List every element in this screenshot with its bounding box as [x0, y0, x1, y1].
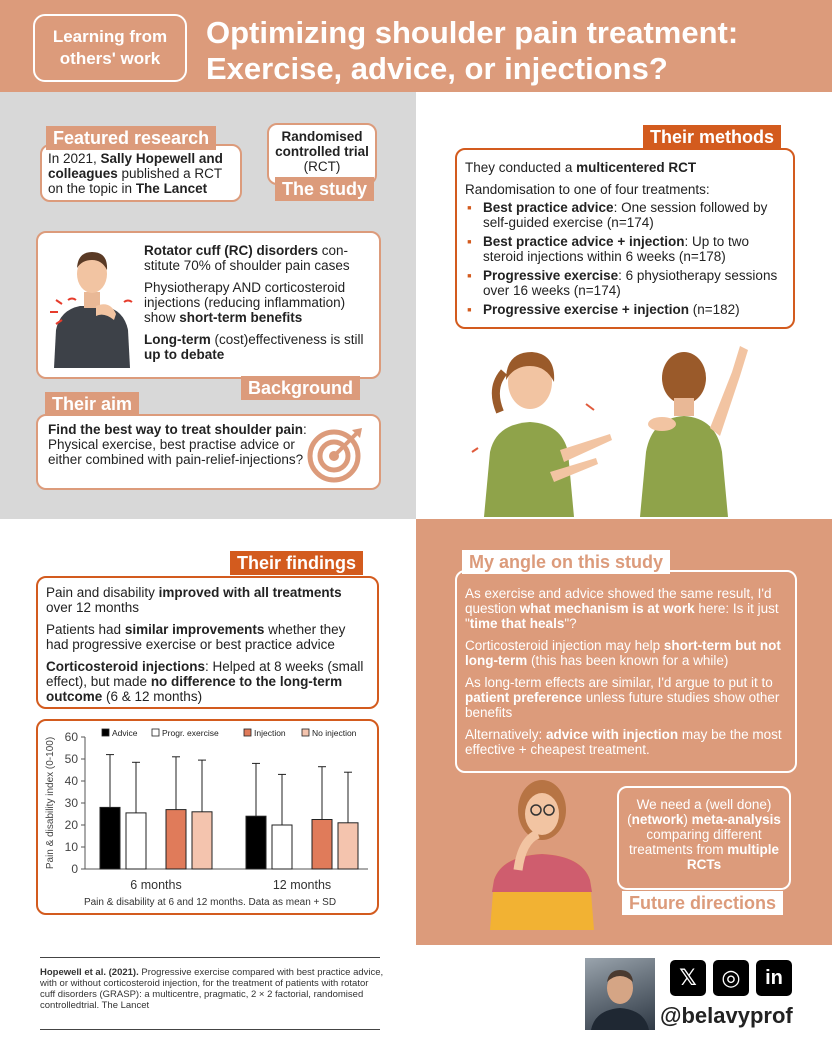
future-label: Future directions — [622, 891, 783, 915]
social-handle[interactable]: @belavyprof — [660, 1003, 793, 1028]
series-tag: Learning from others' work — [33, 14, 187, 82]
y-axis-label: Pain & disability index (0-100) — [45, 736, 56, 870]
shoulder-pain-man-illustration — [44, 240, 140, 368]
aim-label: Their aim — [45, 392, 139, 416]
featured-authors: Sally Hopewell and colleagues — [48, 151, 223, 181]
chart-caption: Pain & disability at 6 and 12 months. Data as mean + SD — [83, 897, 337, 908]
angle-p3 — [465, 675, 787, 720]
background-p1 — [144, 243, 369, 273]
findings-p2-rest: whether they had progressive exercise or best practice advice — [46, 622, 346, 652]
linkedin-icon[interactable]: in — [756, 960, 792, 996]
method-item-rest: (n=182) — [689, 302, 740, 317]
x-icon[interactable]: 𝕏 — [670, 960, 706, 996]
angle-p3-bold: patient preference — [465, 690, 583, 705]
bg-p1-rest: con-stitute 70% of shoulder pain cases — [144, 243, 350, 273]
reference-bold: Hopewell et al. (2021). — [40, 967, 139, 978]
angle-p2 — [465, 638, 787, 668]
future-bold1: network — [631, 812, 684, 827]
y-tick-label: 0 — [71, 862, 78, 876]
future-mid2: comparing different treatments from — [628, 827, 762, 857]
findings-p3-bold: Corticosteroid injections — [46, 659, 206, 674]
instagram-icon[interactable]: ◎ — [713, 960, 749, 996]
bg-p2-pre: Physiotherapy AND corticosteroid injections (reducing inflammation) show — [144, 280, 346, 325]
method-item-bold: Best practice advice + injection — [483, 234, 685, 249]
y-tick-label: 20 — [64, 818, 78, 832]
legend-swatch-2 — [244, 729, 251, 736]
background-p2 — [144, 280, 369, 325]
angle-p1-bold2: time that heals — [469, 616, 565, 631]
findings-chart — [38, 721, 377, 913]
study-type-abbr: (RCT) — [303, 159, 341, 174]
method-item-rest: : 6 physiotherapy sessions over 16 weeks (n=174) — [483, 268, 778, 298]
future-bold3: multiple RCTs — [686, 842, 780, 872]
reference-top-rule — [40, 957, 380, 958]
chart-legend — [102, 728, 357, 738]
author-avatar-silhouette — [585, 958, 655, 1030]
bar-progr-exercise-1 — [272, 825, 292, 869]
legend-label-0: Advice — [112, 728, 138, 738]
bar-injection-0 — [166, 810, 186, 869]
shoulder-exercise-illustration — [470, 332, 770, 517]
y-tick-label: 40 — [64, 774, 78, 788]
findings-p2 — [46, 622, 369, 652]
bar-no-injection-1 — [338, 823, 358, 869]
angle-p2-rest: (this has been known for a while) — [527, 653, 729, 668]
method-item-rest: : One session followed by self-guided exercise (n=174) — [483, 200, 768, 230]
findings-label: Their findings — [230, 551, 363, 575]
methods-list — [465, 200, 785, 317]
method-item-rest: : Up to two steroid injections within 6 weeks (n=178) — [483, 234, 749, 264]
featured-research-label: Featured research — [46, 126, 216, 150]
angle-p1-pre: As exercise and advice showed the same result, I'd question — [465, 586, 772, 616]
y-tick-label: 50 — [64, 752, 78, 766]
study-type-box — [267, 123, 377, 185]
future-box — [617, 786, 791, 890]
featured-research-box — [40, 144, 242, 202]
y-tick-label: 60 — [64, 730, 78, 744]
bg-p2-bold: short-term benefits — [179, 310, 303, 325]
reference-rest: Progressive exercise compared with best practice advice, with or without corticosteroid injection, for the treatment of patients with rotator cuff disorders (GRASP): a multicentre, pragmatic, 2 × 2 factorial, randomised controlledtrial. The Lancet — [40, 967, 384, 1011]
method-item — [465, 234, 785, 264]
angle-p1-bold: what mechanism is at work — [519, 601, 695, 616]
findings-p1-bold: improved with all treatments — [158, 585, 342, 600]
angle-p4-bold: advice with injection — [546, 727, 679, 742]
angle-p4 — [465, 727, 787, 757]
angle-label: My angle on this study — [462, 550, 670, 574]
bar-advice-1 — [246, 816, 266, 869]
findings-p1 — [46, 585, 369, 615]
findings-p3-mid: : Helped at 8 weeks (small effect), but made — [46, 659, 364, 689]
author-avatar — [585, 958, 655, 1030]
reference-bottom-rule — [40, 1029, 380, 1030]
findings-p1-rest: over 12 months — [46, 600, 140, 615]
findings-p2-bold: similar improvements — [124, 622, 265, 637]
angle-p4-pre: Alternatively: — [465, 727, 547, 742]
featured-text-mid: published a RCT on the topic in — [48, 166, 222, 196]
x-category-label: 12 months — [272, 878, 332, 892]
bar-progr-exercise-0 — [126, 813, 146, 869]
aim-rest: : Physical exercise, best practise advice or either combined with pain-relief-injections? — [48, 422, 307, 467]
methods-label: Their methods — [643, 125, 781, 149]
bg-p3-bold2: up to debate — [144, 347, 225, 362]
y-tick-label: 30 — [64, 796, 78, 810]
findings-box — [36, 576, 379, 709]
angle-p2-pre: Corticosteroid injection may help — [465, 638, 664, 653]
angle-p1 — [465, 586, 787, 631]
future-bold2: meta-analysis — [691, 812, 781, 827]
methods-randomisation: Randomisation to one of four treatments: — [465, 182, 710, 197]
reference-text — [40, 967, 385, 1011]
bar-no-injection-0 — [192, 812, 212, 869]
findings-p3-bold2: no difference to the long-term outcome — [46, 674, 343, 704]
chart-bars — [100, 755, 358, 869]
title-line-1: Optimizing shoulder pain treatment: — [206, 15, 739, 50]
legend-swatch-3 — [302, 729, 309, 736]
method-item-bold: Progressive exercise + injection — [483, 302, 689, 317]
legend-swatch-0 — [102, 729, 109, 736]
findings-p1-pre: Pain and disability — [46, 585, 159, 600]
target-icon — [306, 424, 366, 484]
method-item-bold: Best practice advice — [483, 200, 614, 215]
aim-bold: Find the best way to treat shoulder pain — [48, 422, 304, 437]
bar-advice-0 — [100, 807, 120, 869]
angle-p2-bold: short-term but not long-term — [465, 638, 781, 668]
angle-p1-mid: here: Is it just " — [465, 601, 779, 631]
legend-label-1: Progr. exercise — [162, 728, 219, 738]
method-item — [465, 200, 785, 230]
future-pre: We need a (well done) ( — [627, 797, 772, 827]
angle-box — [455, 570, 797, 773]
method-item — [465, 302, 785, 317]
findings-p3 — [46, 659, 369, 704]
page-title — [206, 15, 738, 87]
method-item — [465, 268, 785, 298]
findings-p3-rest: (6 & 12 months) — [102, 689, 203, 704]
angle-p1-rest: "? — [564, 616, 577, 631]
thinking-woman-illustration — [482, 760, 602, 930]
legend-label-3: No injection — [312, 728, 357, 738]
y-tick-label: 10 — [64, 840, 78, 854]
methods-intro — [465, 160, 785, 175]
methods-intro-pre: They conducted a — [465, 160, 577, 175]
legend-swatch-1 — [152, 729, 159, 736]
method-item-bold: Progressive exercise — [483, 268, 619, 283]
bg-p3-mid: (cost)effectiveness is still — [210, 332, 364, 347]
x-category-label: 6 months — [130, 878, 182, 892]
findings-p2-pre: Patients had — [46, 622, 125, 637]
title-line-2: Exercise, advice, or injections? — [206, 51, 668, 86]
bar-injection-1 — [312, 820, 332, 870]
featured-journal: The Lancet — [135, 181, 208, 196]
bg-p1-bold: Rotator cuff (RC) disorders — [144, 243, 319, 258]
angle-p3-rest: unless future studies show other benefits — [465, 690, 780, 720]
bg-p3-bold: Long-term — [144, 332, 211, 347]
study-label: The study — [275, 177, 374, 201]
methods-intro-bold: multicentered RCT — [576, 160, 697, 175]
featured-text: In 2021, — [48, 151, 101, 166]
legend-label-2: Injection — [254, 728, 286, 738]
background-label: Background — [241, 376, 360, 400]
future-mid1: ) — [683, 812, 692, 827]
study-type: Randomised controlled trial — [275, 129, 369, 159]
angle-p4-rest: may be the most effective + cheapest treatment. — [465, 727, 782, 757]
methods-box — [455, 148, 795, 329]
angle-p3-pre: As long-term effects are similar, I'd argue to put it to — [465, 675, 773, 690]
background-p3 — [144, 332, 369, 362]
